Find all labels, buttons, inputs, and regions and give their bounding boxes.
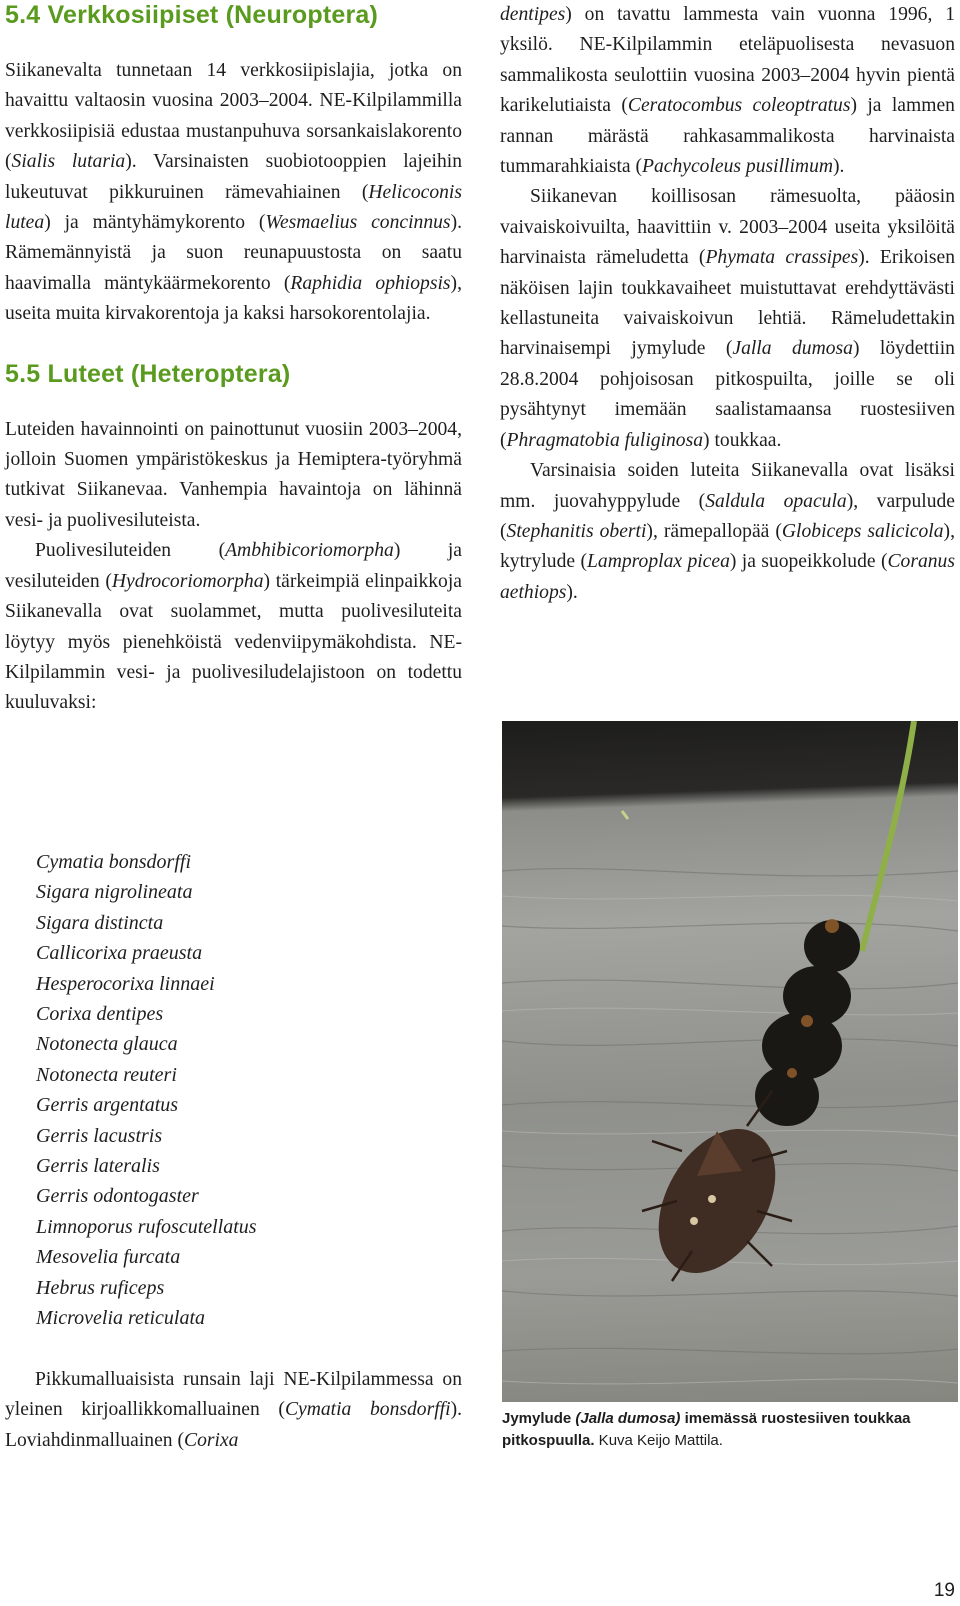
species-name: Ceratocombus coleoptratus xyxy=(627,95,851,117)
left-column-continued xyxy=(5,1365,462,1456)
list-item: Hebrus ruficeps xyxy=(36,1276,165,1299)
text: Siikanevalta tunnetaan 14 verkkosiipislajia, jotka on havaittu valtaosin vuosina 2003–2004. NE-Kilpilammilla verkkosiipisiä edustaa mustanpuhuva sorsankaislakorento ( xyxy=(5,60,462,173)
right-column xyxy=(500,0,955,608)
species-name: Phymata crassipes xyxy=(705,247,859,269)
species-name: Hydrocoriomorpha xyxy=(111,570,264,592)
species-name: Cymatia bonsdorffi xyxy=(284,1399,451,1421)
text: Varsinaisia soiden luteita Siikanevalla ovat lisäksi mm. juovahyppylude ( xyxy=(500,460,955,512)
text: Puolivesiluteiden ( xyxy=(35,540,226,562)
list-item: Notonecta glauca xyxy=(36,1033,178,1056)
text: ), kytrylude ( xyxy=(500,520,955,573)
text: ) ja mäntyhämykorento ( xyxy=(44,212,266,234)
section-heading-heteroptera: 5.5 Luteet (Heteroptera) xyxy=(5,359,291,388)
photo-illustration xyxy=(502,721,958,1402)
list-item: Notonecta reuteri xyxy=(36,1063,177,1086)
species-name: Raphidia ophiopsis xyxy=(290,272,451,294)
photo-caption xyxy=(502,1408,958,1452)
species-name-fragment: dentipes xyxy=(500,4,566,25)
text: ). xyxy=(833,156,845,178)
paragraph-corixidae-continued xyxy=(500,0,955,182)
species-name: Pachycoleus pusillimum xyxy=(642,156,834,178)
text: ), varpulude ( xyxy=(500,490,955,542)
text: ) löydettiin 28.8.2004 pohjoisosan pitkospuilta, joille se oli pysähtynyt imemään saalistamaansa ruostesiiven ( xyxy=(500,338,955,451)
list-item: Gerris odontogaster xyxy=(36,1185,199,1208)
text: ). xyxy=(566,581,578,603)
text: ). Loviahdinmalluainen ( xyxy=(5,1399,462,1451)
paragraph-heteroptera-habitats xyxy=(5,536,462,718)
text: ). Varsinaisten suobiotooppien lajeihin lukeutuvat pikkuruinen rämevahiainen ( xyxy=(5,151,462,203)
paragraph-other-bugs xyxy=(500,456,955,608)
list-item: Sigara nigrolineata xyxy=(36,881,193,904)
list-item: Sigara distincta xyxy=(36,911,164,934)
species-name: Saldula opacula xyxy=(705,490,847,512)
text: ), rämepallopää ( xyxy=(646,520,782,542)
paragraph-heteroptera-intro: Luteiden havainnointi on painottunut vuosiin 2003–2004, jolloin Suomen ympäristökeskus ja Hemiptera-työryhmä tutkivat Siikanevaa. Vanhempia havaintoja on lähinnä vesi- ja puolivesiluteista. xyxy=(5,418,462,531)
list-item: Callicorixa praeusta xyxy=(36,942,203,965)
text: ) ja suopeikkolude ( xyxy=(729,551,888,573)
photo-credit: Kuva Keijo Mattila. xyxy=(594,1432,723,1449)
species-name: Helicoconis lutea xyxy=(5,181,462,234)
text: ). Rämemännyistä ja suon reunapuustosta on saatu haavimalla mäntykäärmekorento ( xyxy=(5,212,462,294)
species-name: Wesmaelius concinnus xyxy=(265,212,451,234)
caption-text: imemässä ruostesiiven toukkaa pitkospuulla. xyxy=(502,1410,911,1449)
text: ), useita muita kirvakorentoja ja kaksi harsokorentolajia. xyxy=(5,272,462,325)
list-item: Cymatia bonsdorffi xyxy=(36,851,192,873)
species-name-fragment: Corixa xyxy=(184,1429,239,1451)
section-heading-neuroptera: 5.4 Verkkosiipiset (Neuroptera) xyxy=(5,1,379,29)
page-number: 19 xyxy=(933,1580,955,1601)
paragraph-corixidae-start xyxy=(5,1365,462,1456)
text: Siikanevan koillisosan rämesuolta, pääosin vaivaiskoivuilta, haavittiin v. 2003–2004 useita yksilöitä harvinaista rämeludetta ( xyxy=(500,186,955,269)
photo-jalla-dumosa xyxy=(502,721,958,1402)
species-name: Jalla dumosa xyxy=(732,338,853,360)
species-name: Globiceps salicicola xyxy=(781,520,944,542)
text: Pikkumalluaisista runsain laji NE-Kilpilammessa on yleinen kirjoallikkomalluainen ( xyxy=(5,1369,462,1421)
species-name: Coranus aethiops xyxy=(500,551,955,603)
text: ) on tavattu lammesta vain vuonna 1996, 1 yksilö. NE-Kilpilammin eteläpuolisesta nevasuon sammalikosta seulottiin vuosina 2003–2004 hyvin pientä karikelutiaista ( xyxy=(500,4,955,117)
list-item: Gerris lacustris xyxy=(36,1124,163,1147)
text: ) ja vesiluteiden ( xyxy=(5,540,462,592)
list-item: Microvelia reticulata xyxy=(36,1307,206,1330)
paragraph-neuroptera xyxy=(5,56,462,330)
text: ) ja lammen rannan märästä rahkasammalikosta harvinaista tummarahkiaista ( xyxy=(500,95,955,178)
species-name: Lamproplax picea xyxy=(587,551,730,573)
species-name: Stephanitis oberti xyxy=(506,520,647,542)
list-item: Hesperocorixa linnaei xyxy=(36,972,215,995)
caption-text: Jymylude xyxy=(502,1410,576,1427)
caption-species: (Jalla dumosa) xyxy=(575,1410,681,1427)
list-item: Gerris lateralis xyxy=(36,1155,160,1178)
text: ) tärkeimpiä elinpaikkoja Siikanevalla ovat suolammet, mutta puolivesiluteita löytyy myös pienehköistä vedenviipymäkohdista. NE-Kilpilammin vesi- ja puolivesiludelajistoon on todettu kuuluvaksi: xyxy=(5,570,462,714)
left-column xyxy=(5,0,462,719)
text: ) toukkaa. xyxy=(703,429,782,451)
text: ). Erikoisen näköisen lajin toukkavaiheet muistuttavat erehdyttävästi kellastuneita vaivaiskoivun lehtiä. Rämeludettakin harvinaisempi jymylude ( xyxy=(500,247,955,360)
species-name: Sialis lutaria xyxy=(11,151,126,173)
list-item: Limnoporus rufoscutellatus xyxy=(36,1215,257,1238)
list-item: Gerris argentatus xyxy=(36,1094,179,1117)
species-name: Phragmatobia fuliginosa xyxy=(506,429,704,451)
species-list xyxy=(36,847,257,1334)
list-item: Mesovelia furcata xyxy=(36,1246,181,1269)
paragraph-phymata xyxy=(500,182,955,456)
species-name: Ambhibicoriomorpha xyxy=(225,540,394,562)
list-item: Corixa dentipes xyxy=(36,1003,164,1026)
